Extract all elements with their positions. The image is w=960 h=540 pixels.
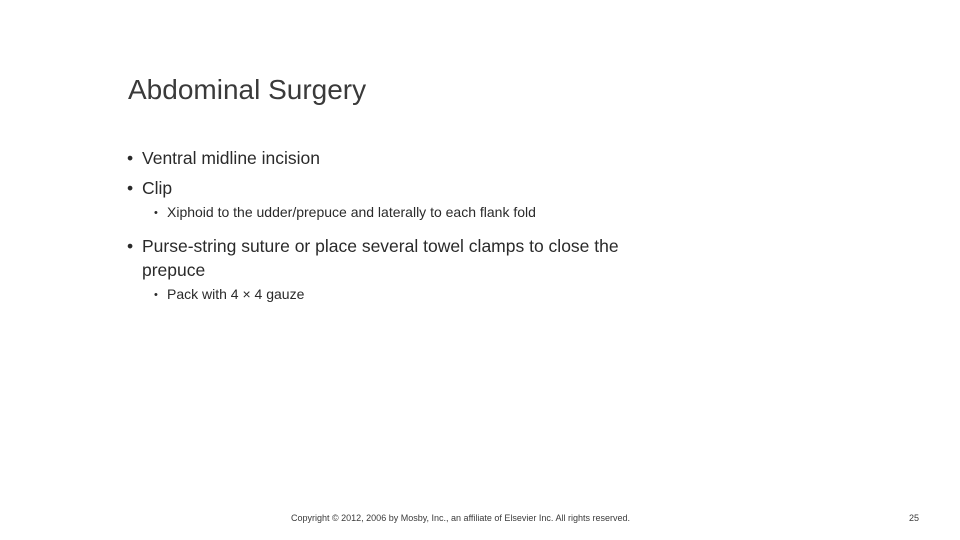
sub-bullet-item	[154, 203, 687, 222]
bullet-dot-icon: •	[154, 289, 158, 301]
bullet-list	[127, 146, 687, 304]
page-number: 25	[909, 513, 920, 523]
bullet-item	[127, 146, 687, 170]
sub-bullet-item	[154, 285, 687, 304]
bullet-dot-icon: •	[127, 236, 134, 256]
slide-title: Abdominal Surgery	[128, 74, 367, 105]
bullet-item	[127, 176, 687, 200]
bullet-text: Ventral midline incision	[142, 148, 321, 168]
bullet-dot-icon: •	[127, 148, 134, 168]
sub-bullet-text: Pack with 4 × 4 gauze	[167, 286, 305, 302]
footer	[0, 513, 960, 527]
bullet-text: Purse-string suture or place several towel clamps to close the prepuce	[142, 236, 619, 280]
bullet-dot-icon: •	[154, 207, 158, 219]
sub-bullet-text: Xiphoid to the udder/prepuce and laterally to each flank fold	[167, 204, 536, 220]
bullet-item	[127, 234, 682, 282]
bullet-dot-icon: •	[127, 178, 134, 198]
bullet-text: Clip	[142, 178, 173, 198]
copyright-notice: Copyright © 2012, 2006 by Mosby, Inc., an affiliate of Elsevier Inc. All rights reserved.	[291, 513, 630, 523]
